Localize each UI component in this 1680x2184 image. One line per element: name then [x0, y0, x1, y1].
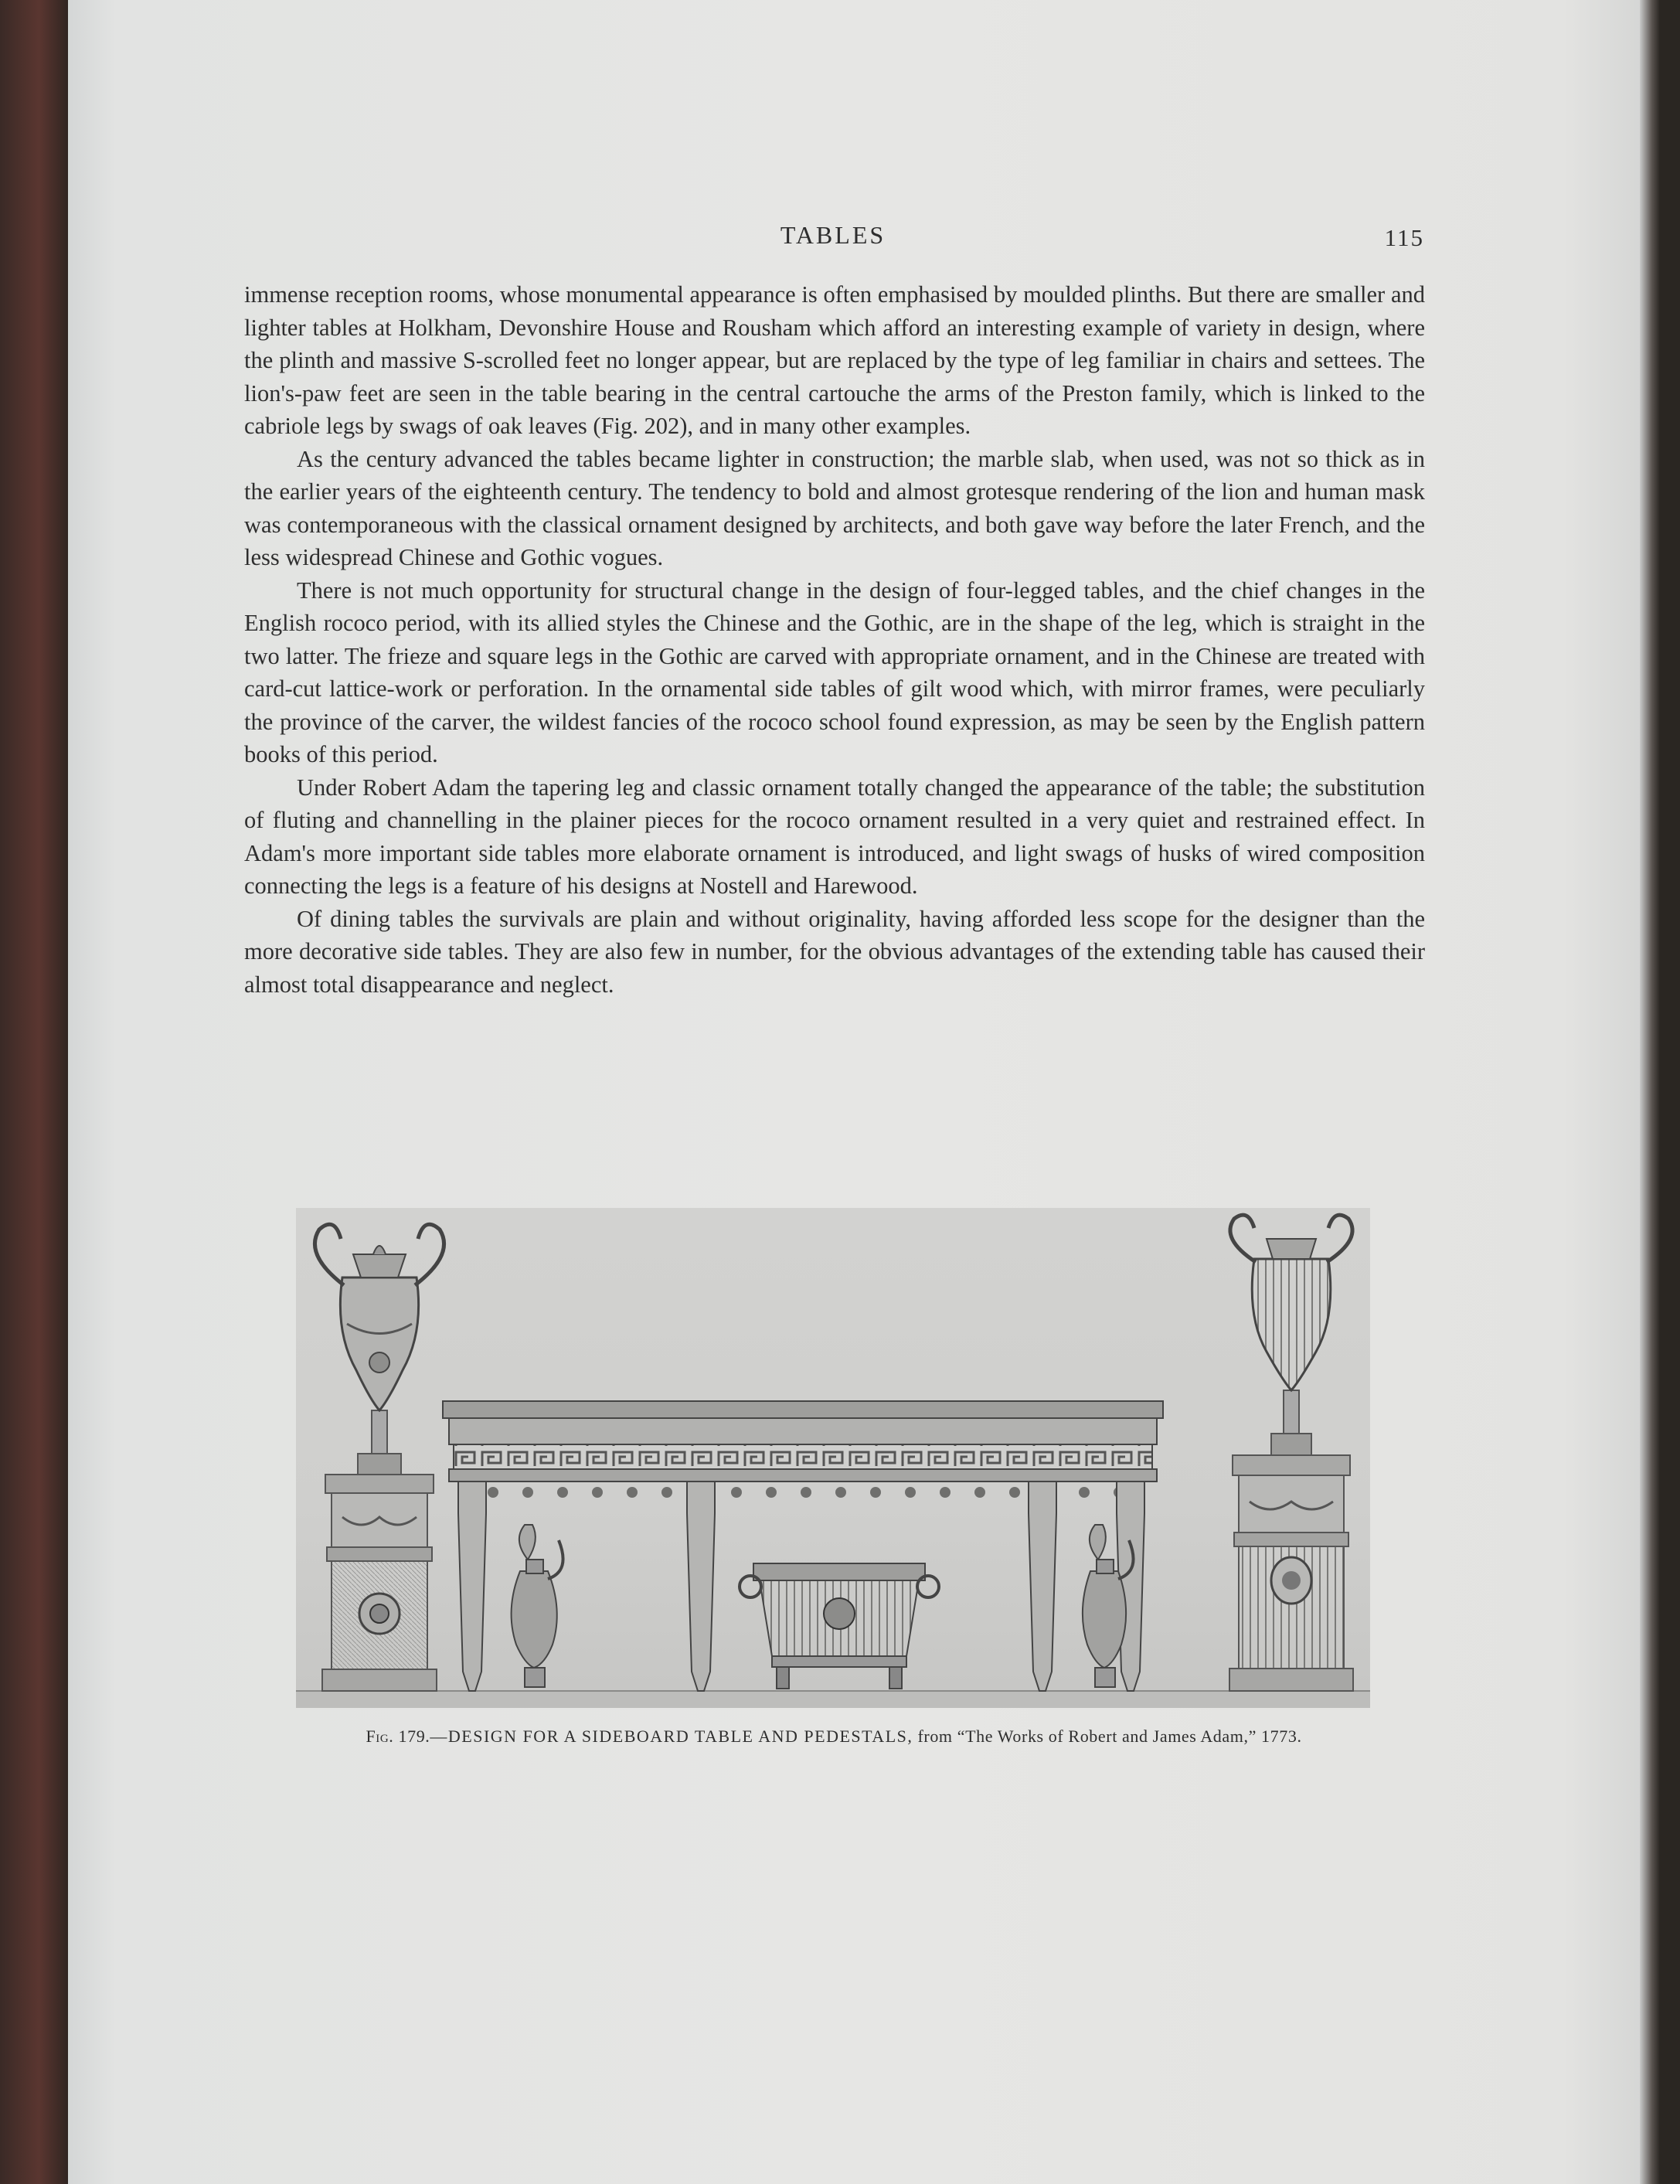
body-text	[244, 278, 1425, 1001]
paragraph-1: immense reception rooms, whose monumental appearance is often emphasised by moulded plinths. But there are smaller and lighter tables at Holkham, Devonshire House and Rousham which afford an interesting example of variety in design, where the plinth and massive S-scrolled feet no longer appear, but are replaced by the type of leg familiar in chairs and settees. The lion's-paw feet are seen in the table bearing in the central cartouche the arms of the Preston family, which is linked to the cabriole legs by swags of oak leaves (Fig. 202), and in many other examples.	[244, 281, 1425, 439]
book-page	[68, 0, 1660, 2184]
caption-title: —DESIGN FOR A SIDEBOARD TABLE AND PEDESTALS,	[430, 1726, 913, 1746]
figure-caption	[300, 1725, 1368, 1748]
caption-figure-number: Fig. 179.	[366, 1726, 430, 1746]
left-urn	[315, 1224, 444, 1475]
paragraph-4: Under Robert Adam the tapering leg and classic ornament totally changed the appearance of the table; the substitution of fluting and channelling in the plainer pieces for the rococo ornament resulted in a very quiet and restrained effect. In Adam's more important side tables more elaborate ornament is introduced, and light swags of husks of wired composition connecting the legs is a feature of his designs at Nostell and Harewood.	[244, 774, 1425, 899]
paragraph-3: There is not much opportunity for structural change in the design of four-legged tables, and the chief changes in the English rococo period, with its allied styles the Chinese and the Gothic, are in the shape of the leg, which is straight in the two latter. The frieze and square legs in the Gothic are carved with appropriate ornament, and in the Chinese are treated with card-cut lattice-work or perforation. In the ornamental side tables of gilt wood which, with mirror frames, were peculiarly the province of the carver, the wildest fancies of the rococo school found expression, as may be seen by the English pattern books of this period.	[244, 577, 1425, 767]
wine-cooler	[740, 1563, 939, 1689]
paragraph-2: As the century advanced the tables became lighter in construction; the marble slab, when used, was not so thick as in the earlier years of the eighteenth century. The tendency to bold and almost grotesque rendering of the lion and human mask was contemporaneous with the classical ornament designed by architects, and both gave way before the later French, and the less widespread Chinese and Gothic vogues.	[244, 445, 1425, 570]
running-title: TABLES	[780, 221, 886, 249]
book-cover-edge	[0, 0, 71, 2184]
figure-sideboard-engraving	[296, 1208, 1370, 1708]
running-head	[242, 221, 1424, 260]
left-pedestal	[322, 1475, 437, 1691]
paragraph-5: Of dining tables the survivals are plain and without originality, having afforded less scope for the designer than the more decorative side tables. They are also few in number, for the obvious advantages of the extending table has caused their almost total disappearance and neglect.	[244, 905, 1425, 998]
caption-source: from “The Works of Robert and James Adam,” 1773.	[913, 1726, 1302, 1746]
page-right-edge	[1640, 0, 1660, 2184]
page-number: 115	[1384, 224, 1424, 251]
left-ewer	[512, 1525, 563, 1687]
right-pedestal	[1229, 1455, 1353, 1691]
sideboard-engraving-image	[296, 1208, 1370, 1708]
right-urn	[1230, 1215, 1352, 1455]
